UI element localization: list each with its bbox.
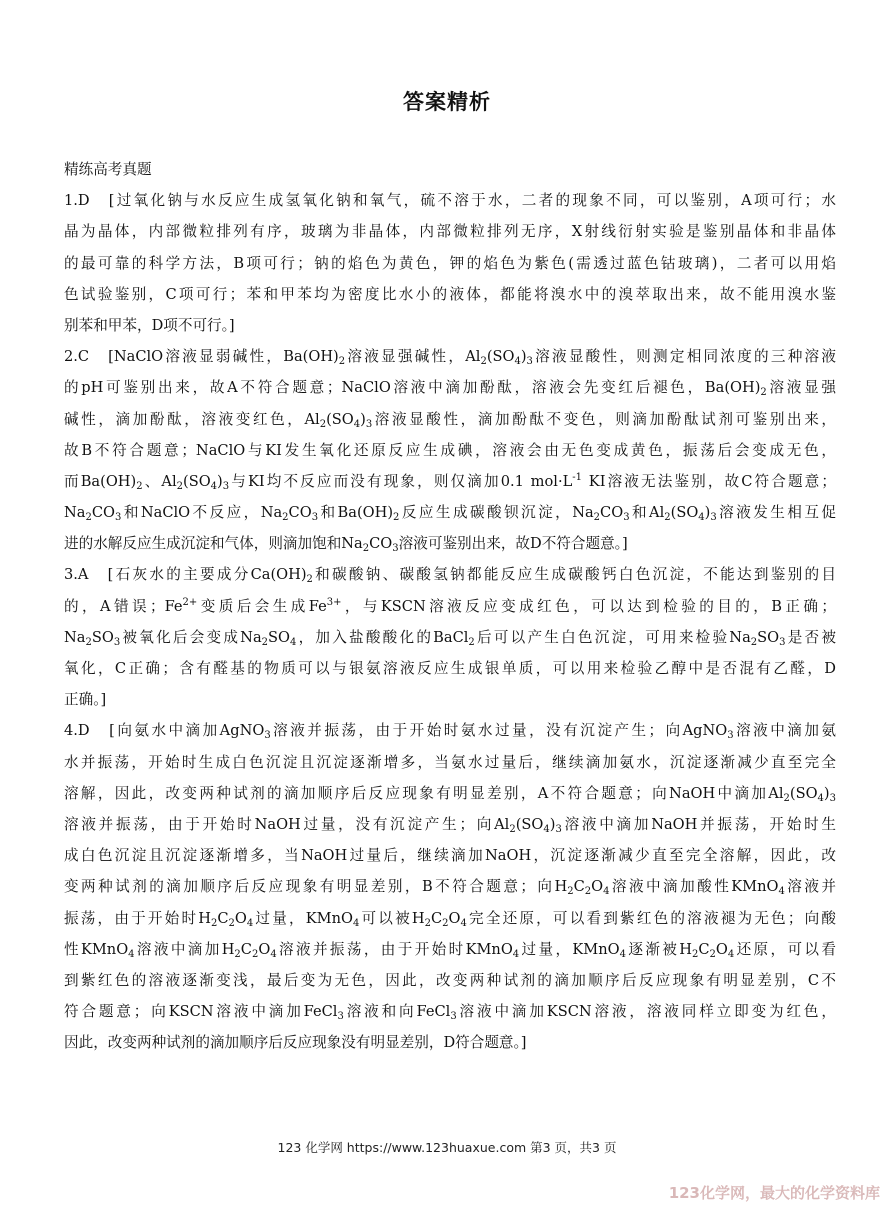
text-line: 正确。] [64, 691, 107, 709]
text-line: 色试验鉴别，C项可行；苯和甲苯均为密度比水小的液体，都能将溴水中的溴萃取出来，故不能用溴水鉴 [64, 285, 836, 303]
page-footer: 123 化学网 https://www.123huaxue.com 第3 页，共3 页 [277, 1140, 617, 1155]
text-line: 性KMnO$_4$溶液中滴加$H_2C_2O_4$溶液并振荡，由于开始时KMnO$_4$过量，KMnO$_4$逐渐被$H_2C_2O_4$还原，可以看 [64, 940, 836, 960]
watermark: 123化学网，最大的化学资料库 [668, 1184, 880, 1202]
text-line: 溶解，因此，改变两种试剂的滴加顺序后反应现象有明显差别，A不符合题意；向NaOH中滴加$Al_2(SO_4)_3$ [64, 784, 836, 804]
text-line: $Na_2CO_3$和NaClO不反应，$Na_2CO_3$和$Ba(OH)_2$反应生成碳酸钡沉淀，$Na_2CO_3$和$Al_2(SO_4)_3$溶液发生相互促 [64, 504, 836, 524]
text-line: 故B不符合题意；NaClO与KI发生氧化还原反应生成碘，溶液会由无色变成黄色，振荡后会变成无色， [64, 441, 836, 459]
text-line: 2.C [NaClO溶液显弱碱性，$Ba(OH)_2$溶液显强碱性，$Al_2(SO_4)_3$溶液显酸性，则测定相同浓度的三种溶液 [64, 348, 836, 368]
answer-lines [64, 185, 836, 1058]
text-line: 到紫红色的溶液逐渐变浅，最后变为无色，因此，改变两种试剂的滴加顺序后反应现象有明显差别，C不 [64, 971, 836, 989]
text-line: 的pH可鉴别出来，故A不符合题意；NaClO溶液中滴加酚酞，溶液会先变红后褪色，$Ba(OH)_2$溶液显强 [64, 379, 836, 399]
text-line: 符合题意；向KSCN溶液中滴加FeCl$_3$溶液和向FeCl$_3$溶液中滴加KSCN溶液，溶液同样立即变为红色， [64, 1003, 836, 1023]
text-line: 而$Ba(OH)_2$、$Al_2(SO_4)_3$与KI均不反应而没有现象，则仅滴加0.1 $mol\cdot L^{-1}$ KI溶液无法鉴别，故C符合题意； [64, 471, 836, 492]
text-line: 因此，改变两种试剂的滴加顺序后反应现象没有明显差别，D符合题意。] [64, 1034, 527, 1052]
text-line: 成白色沉淀且沉淀逐渐增多，当NaOH过量后，继续滴加NaOH，沉淀逐渐减少直至完全溶解，因此，改 [64, 847, 836, 865]
text-line: 晶为晶体，内部微粒排列有序，玻璃为非晶体，内部微粒排列无序，X射线衍射实验是鉴别晶体和非晶体 [64, 223, 836, 241]
text-line: 氧化，C正确；含有醛基的物质可以与银氨溶液反应生成银单质，可以用来检验乙醇中是否混有乙醛，D [64, 660, 836, 677]
text-line: $Na_2SO_3$被氧化后会变成$Na_2SO_4$，加入盐酸酸化的BaCl$_2$后可以产生白色沉淀，可用来检验$Na_2SO_3$是否被 [64, 628, 836, 648]
text-line: 4.D [向氨水中滴加AgNO$_3$溶液并振荡，由于开始时氨水过量，没有沉淀产生；向AgNO$_3$溶液中滴加氨 [64, 722, 836, 742]
text-line: 别苯和甲苯，D项不可行。] [64, 316, 235, 334]
text-line: 进的水解反应生成沉淀和气体，则滴加饱和$Na_2CO_3$溶液可鉴别出来，故D不符合题意。] [64, 535, 628, 555]
text-line: 溶液并振荡，由于开始时NaOH过量，没有沉淀产生；向$Al_2(SO_4)_3$溶液中滴加NaOH并振荡，开始时生 [64, 815, 836, 835]
text-line: 水并振荡，开始时生成白色沉淀且沉淀逐渐增多，当氨水过量后，继续滴加氨水，沉淀逐渐减少直至完全 [64, 753, 836, 771]
text-line: 变两种试剂的滴加顺序后反应现象有明显差别，B不符合题意；向$H_2C_2O_4$溶液中滴加酸性KMnO$_4$溶液并 [64, 878, 836, 898]
text-line: 碱性，滴加酚酞，溶液变红色，$Al_2(SO_4)_3$溶液显酸性，滴加酚酞不变色，则滴加酚酞试剂可鉴别出来， [64, 410, 836, 430]
answer-content [64, 154, 836, 1058]
text-line: 1.D [过氧化钠与水反应生成氢氧化钠和氧气，硫不溶于水，二者的现象不同，可以鉴别，A项可行；水 [64, 192, 836, 210]
section-heading: 精练高考真题 [64, 161, 152, 178]
text-line: 3.A [石灰水的主要成分$Ca(OH)_2$和碳酸钠、碳酸氢钠都能反应生成碳酸钙白色沉淀，不能达到鉴别的目 [64, 566, 836, 586]
text-line: 的最可靠的科学方法，B项可行；钠的焰色为黄色，钾的焰色为紫色(需透过蓝色钴玻璃)，二者可以用焰 [64, 254, 836, 272]
text-line: 的，A错误；$Fe^{2+}$变质后会生成$Fe^{3+}$，与KSCN溶液反应变成红色，可以达到检验的目的，B正确； [64, 596, 837, 615]
page-title: 答案精析 [403, 90, 491, 114]
text-line: 振荡，由于开始时$H_2C_2O_4$过量，KMnO$_4$可以被$H_2C_2O_4$完全还原，可以看到紫红色的溶液褪为无色；向酸 [64, 909, 836, 929]
